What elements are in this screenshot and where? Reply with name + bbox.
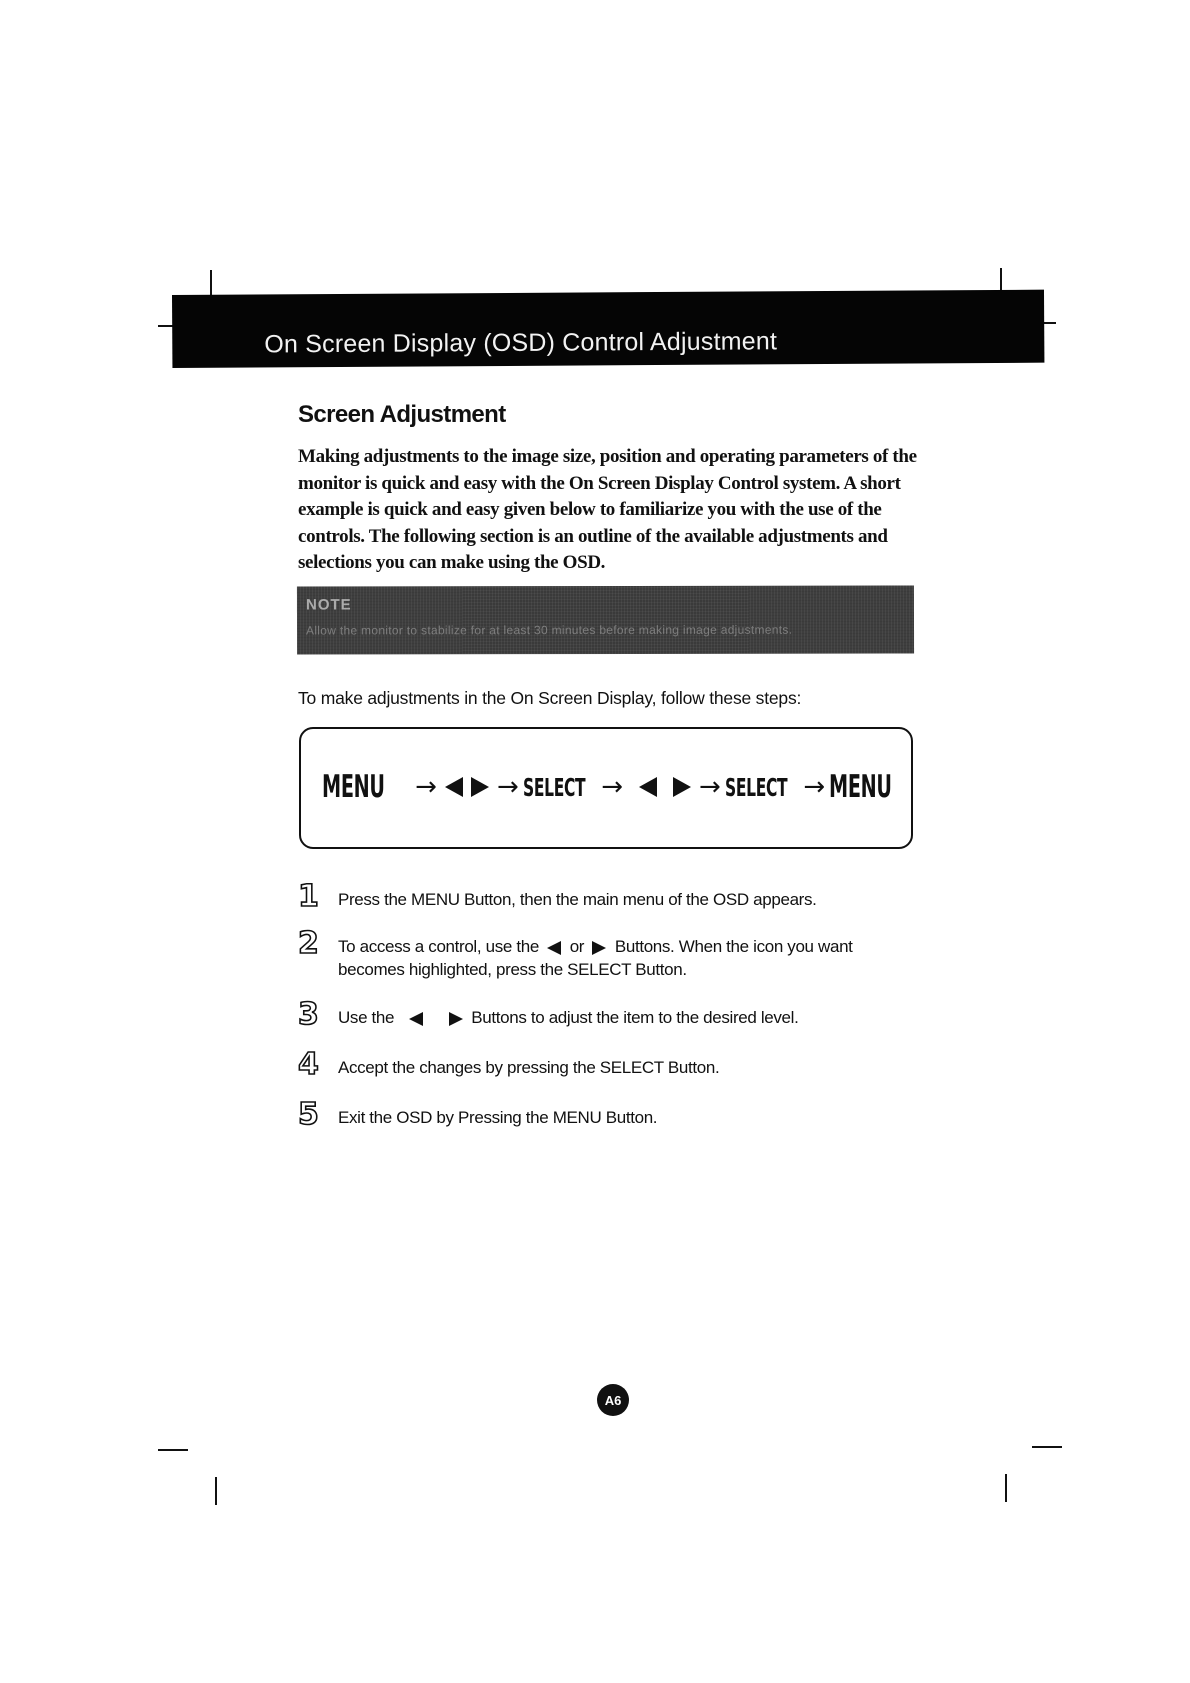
- flow-menu-label: MENU: [829, 769, 892, 805]
- intro-paragraph: Making adjustments to the image size, position and operating parameters of the monitor is quick and easy with the On Screen Display Control system. A short example is quick and easy given below to familiarize you with the use of the controls. The following section is an outline of the available adjustments and selections you can make using the OSD.: [298, 446, 917, 573]
- note-label: NOTE: [305, 596, 352, 614]
- step-text: [338, 935, 853, 981]
- left-triangle-icon: [409, 1012, 423, 1026]
- step-text-part: becomes highlighted, press the SELECT Button.: [338, 960, 687, 979]
- step-number-icon: 5: [298, 1097, 319, 1132]
- right-arrow-icon: →: [415, 772, 437, 802]
- flow-select-label: SELECT: [522, 772, 586, 802]
- note-text: Allow the monitor to stabilize for at least 30 minutes before making image adjustments.: [306, 622, 793, 638]
- step-text: [338, 1006, 798, 1029]
- right-arrow-icon: →: [699, 772, 721, 802]
- step-text-part: Use the: [338, 1008, 395, 1027]
- step-number-icon: 1: [298, 879, 319, 914]
- page-number-badge: A6: [597, 1384, 629, 1416]
- step-text: Exit the OSD by Pressing the MENU Button.: [338, 1108, 658, 1127]
- header-bar: [172, 290, 1044, 368]
- crop-mark: [158, 1449, 188, 1451]
- step-text: Press the MENU Button, then the main menu of the OSD appears.: [338, 890, 817, 909]
- left-triangle-icon: [445, 777, 463, 797]
- step-text-part: or: [569, 937, 585, 956]
- section-title: Screen Adjustment: [298, 401, 506, 428]
- flow-menu-label: MENU: [322, 769, 385, 805]
- crop-mark: [215, 1477, 217, 1505]
- crop-mark: [1044, 322, 1056, 324]
- left-triangle-icon: [639, 777, 657, 797]
- crop-mark: [1005, 1474, 1007, 1502]
- steps-intro: To make adjustments in the On Screen Display, follow these steps:: [298, 688, 802, 708]
- step-number-icon: 4: [298, 1047, 319, 1082]
- osd-flow-sequence: [322, 769, 930, 805]
- left-triangle-icon: [547, 941, 561, 955]
- step-text-part: Buttons. When the icon you want: [614, 937, 853, 956]
- right-arrow-icon: →: [496, 772, 519, 802]
- page-header-title: On Screen Display (OSD) Control Adjustment: [264, 327, 778, 359]
- right-arrow-icon: →: [601, 772, 624, 802]
- step-number-icon: 2: [298, 926, 319, 961]
- note-box: [297, 585, 914, 654]
- right-triangle-icon: [471, 777, 489, 797]
- right-triangle-icon: [673, 777, 691, 797]
- step-number-icon: 3: [298, 997, 319, 1032]
- right-triangle-icon: [592, 941, 606, 955]
- right-triangle-icon: [449, 1012, 463, 1026]
- osd-flow-box: [299, 727, 913, 849]
- right-arrow-icon: →: [803, 772, 826, 802]
- flow-select-label: SELECT: [724, 772, 788, 802]
- step-text: Accept the changes by pressing the SELECT Button.: [338, 1058, 720, 1077]
- step-text-part: Buttons to adjust the item to the desired level.: [471, 1008, 799, 1027]
- step-text-part: To access a control, use the: [338, 937, 539, 956]
- crop-mark: [1032, 1446, 1062, 1448]
